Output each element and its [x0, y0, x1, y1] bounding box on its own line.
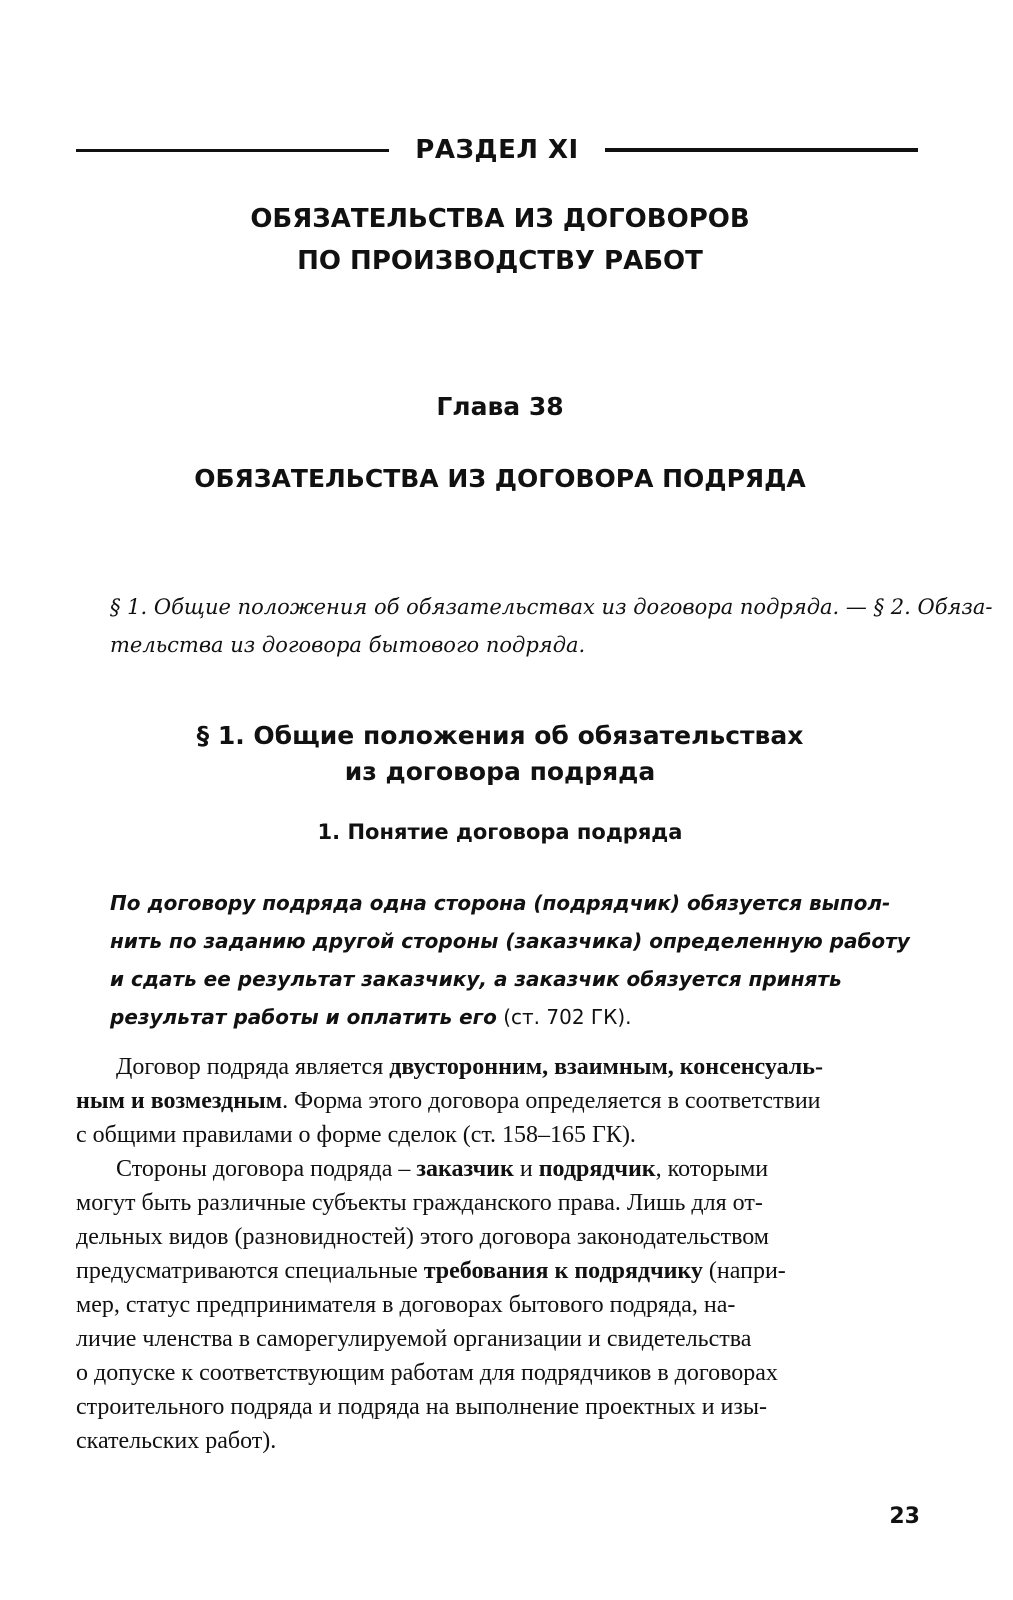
- contract-definition: [110, 884, 922, 1036]
- part-title: [120, 198, 880, 282]
- section-rule-right: [605, 148, 918, 152]
- part-title-line: ПО ПРОИЗВОДСТВУ РАБОТ: [297, 246, 703, 276]
- section-rule-left: [76, 149, 389, 152]
- paragraph-title: [130, 718, 870, 790]
- text-line: [76, 1050, 924, 1084]
- bold-term: ным и возмездным: [76, 1088, 283, 1114]
- text-line: могут быть различные субъекты гражданского права. Лишь для от-: [76, 1190, 763, 1216]
- text-run: и: [513, 1156, 539, 1182]
- paragraph-title-line: из договора подряда: [344, 757, 656, 786]
- text-line: личие членства в саморегулируемой организации и свидетельства: [76, 1326, 752, 1352]
- text-run: , которыми: [655, 1156, 769, 1182]
- section-header: [76, 128, 918, 172]
- chapter-number: Глава 38: [436, 392, 564, 421]
- chapter-contents: [110, 588, 993, 664]
- text-line: с общими правилами о форме сделок (ст. 158–165 ГК).: [76, 1122, 636, 1148]
- definition-line: нить по заданию другой стороны (заказчика) определенную работу: [110, 929, 910, 953]
- definition-line: [110, 998, 922, 1036]
- subsection-title: 1. Понятие договора подряда: [317, 820, 683, 844]
- text-run: . Форма этого договора определяется в соответствии: [282, 1088, 821, 1114]
- part-title-line: ОБЯЗАТЕЛЬСТВА ИЗ ДОГОВОРОВ: [250, 204, 750, 234]
- definition-line: По договору подряда одна сторона (подрядчик) обязуется выпол-: [110, 891, 891, 915]
- definition-line: и сдать ее результат заказчику, а заказчик обязуется принять: [110, 967, 842, 991]
- text-line: [76, 1152, 924, 1186]
- text-line: [76, 1254, 924, 1288]
- text-line: мер, статус предпринимателя в договорах бытового подряда, на-: [76, 1292, 736, 1318]
- text-line: дельных видов (разновидностей) этого договора законодательством: [76, 1224, 769, 1250]
- text-line: о допуске к соответствующим работам для подрядчиков в договорах: [76, 1360, 778, 1386]
- bold-term: заказчик: [416, 1156, 514, 1182]
- body-paragraph-2: [76, 1152, 924, 1458]
- section-title: РАЗДЕЛ XI: [415, 135, 579, 165]
- paragraph-title-line: § 1. Общие положения об обязательствах: [196, 721, 804, 750]
- text-run: Стороны договора подряда –: [116, 1156, 417, 1182]
- article-reference: (ст. 702 ГК).: [496, 1005, 632, 1029]
- text-line: строительного подряда и подряда на выполнение проектных и изы-: [76, 1394, 767, 1420]
- bold-term: требования к подрядчику: [423, 1258, 703, 1284]
- page-number: 23: [889, 1504, 920, 1529]
- text-line: скательских работ).: [76, 1428, 277, 1454]
- contents-line: тельства из договора бытового подряда.: [110, 633, 586, 657]
- body-paragraph-1: [76, 1050, 924, 1152]
- contents-line: § 1. Общие положения об обязательствах из договора подряда. — § 2. Обяза-: [110, 595, 993, 619]
- text-line: [76, 1084, 924, 1118]
- text-run: (напри-: [702, 1258, 786, 1284]
- text-run: Договор подряда является: [116, 1054, 390, 1080]
- bold-term: подрядчик: [538, 1156, 656, 1182]
- text-run: предусматриваются специальные: [76, 1258, 424, 1284]
- definition-text: результат работы и оплатить его: [110, 1005, 497, 1029]
- chapter-title: ОБЯЗАТЕЛЬСТВА ИЗ ДОГОВОРА ПОДРЯДА: [194, 464, 806, 493]
- bold-term: двусторонним, взаимным, консенсуаль-: [389, 1054, 823, 1080]
